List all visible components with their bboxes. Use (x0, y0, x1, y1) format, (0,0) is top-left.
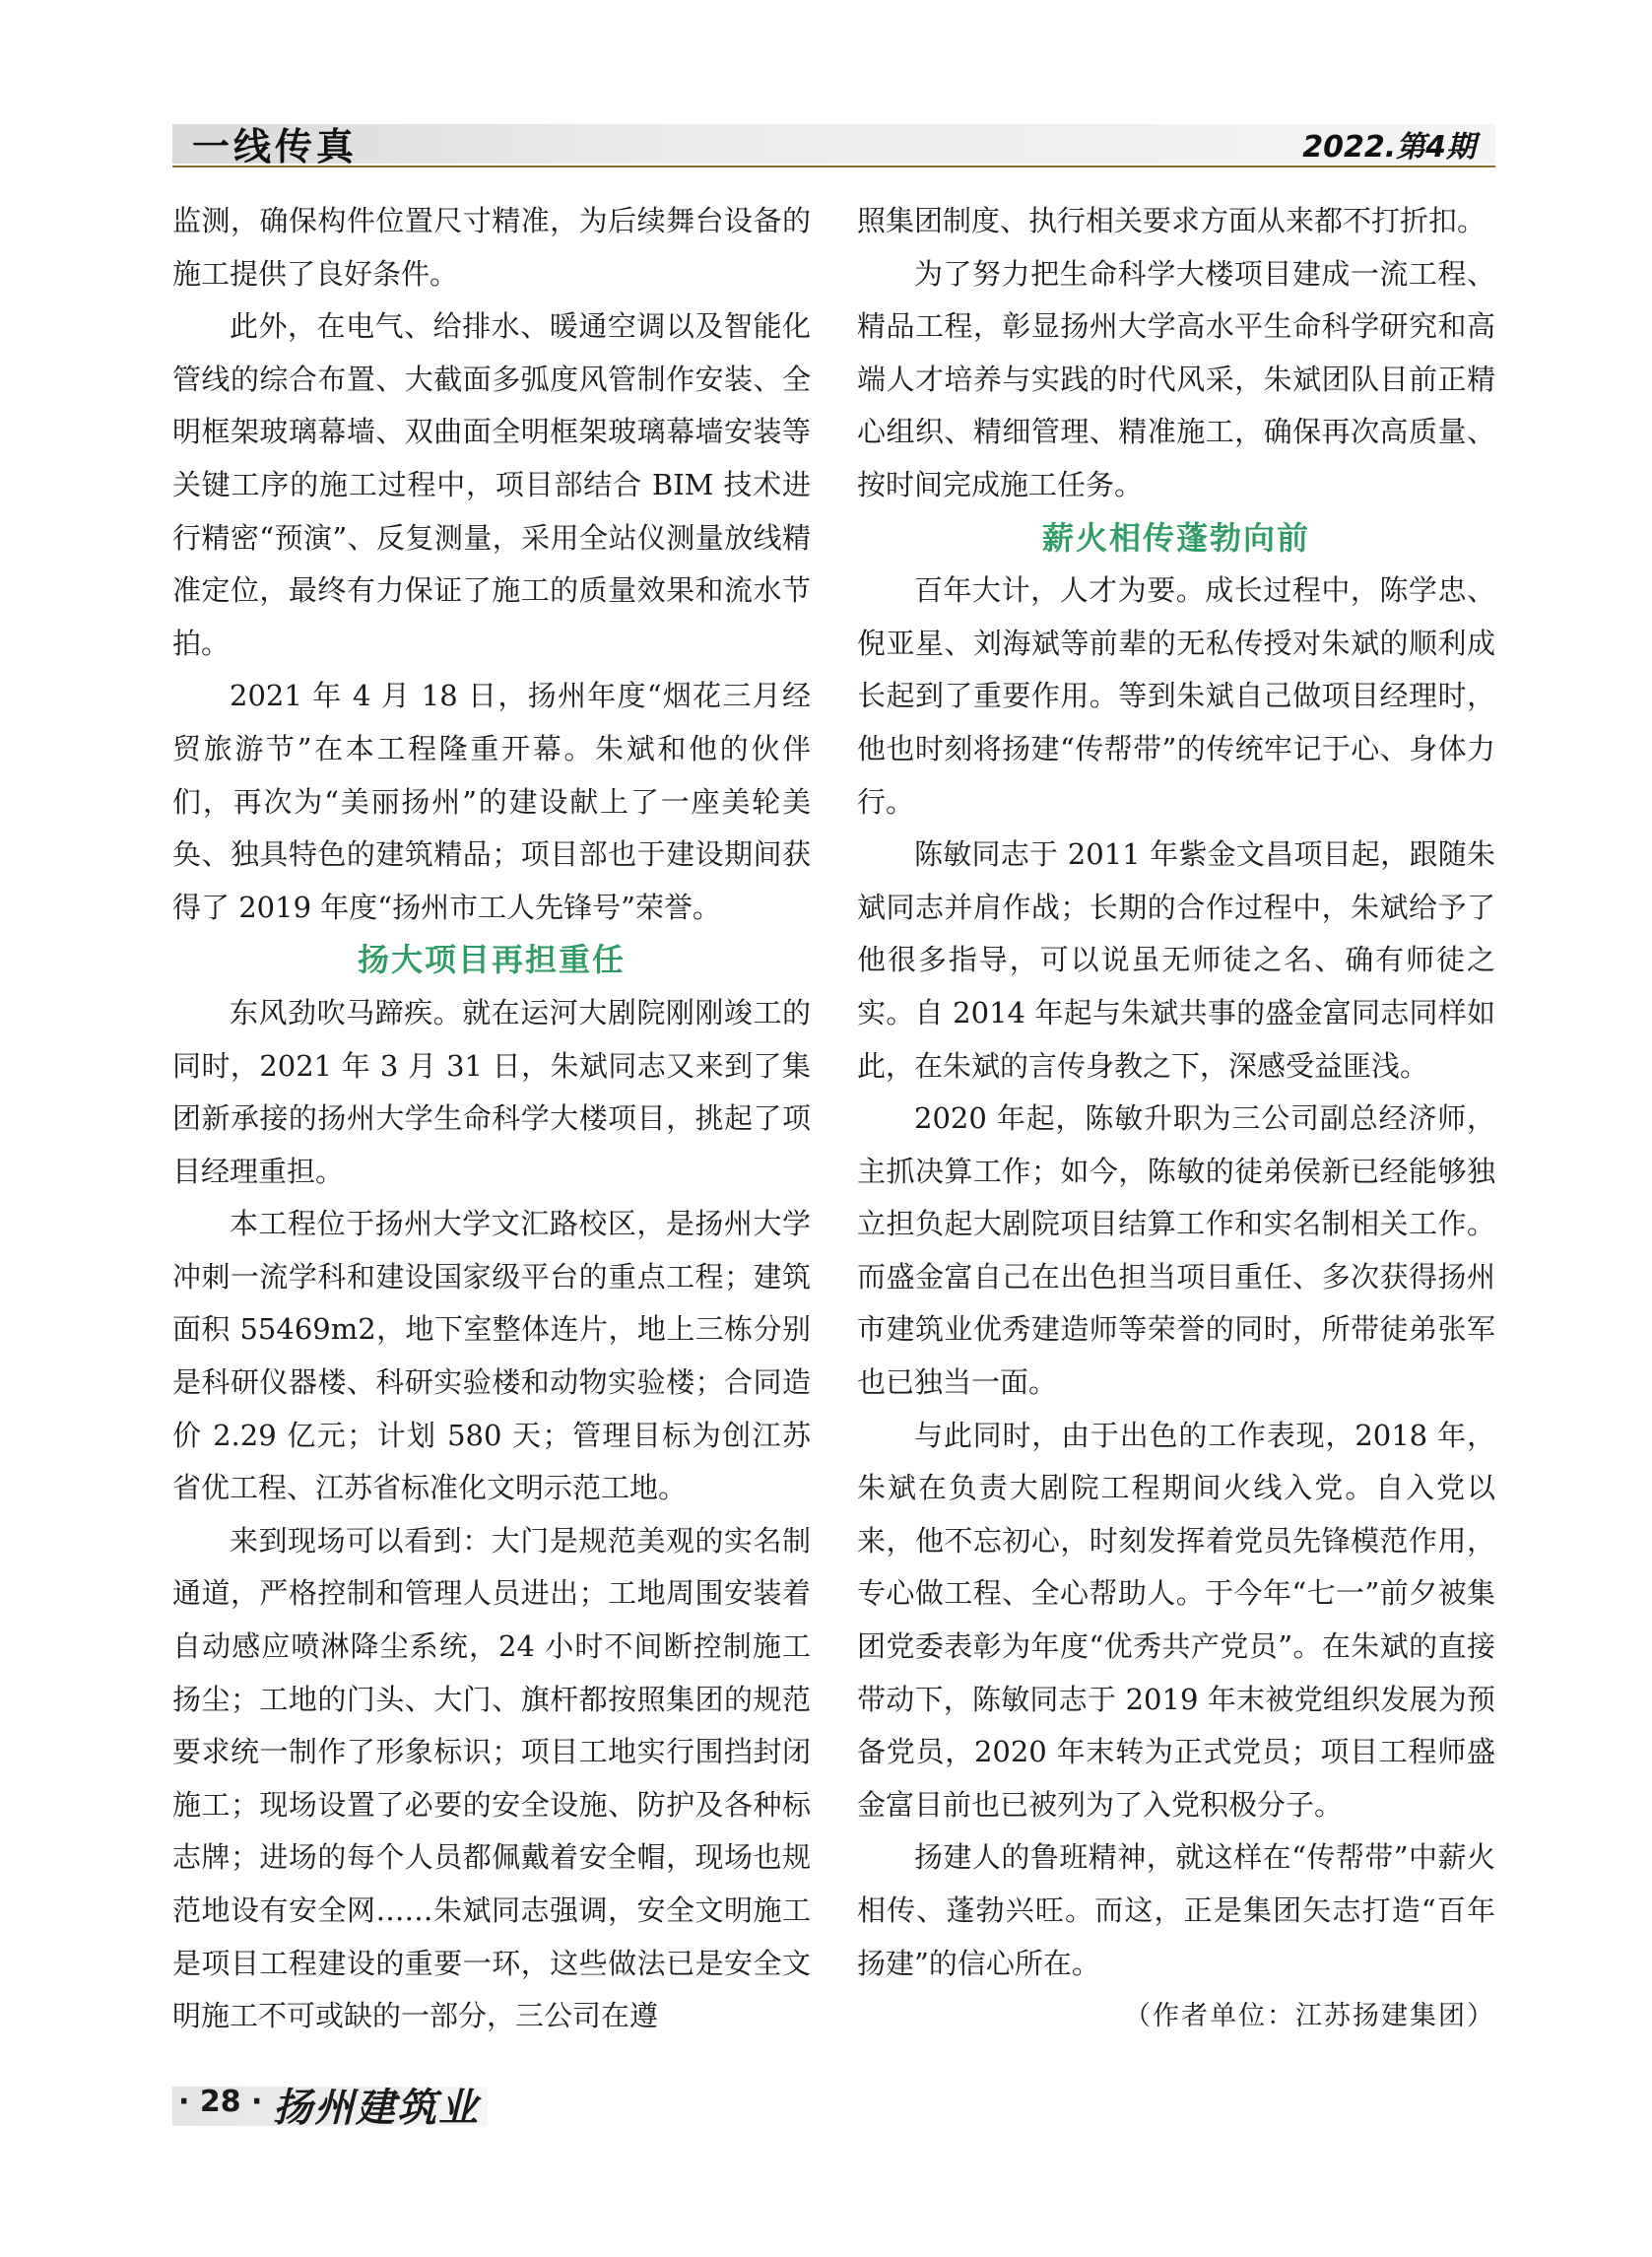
paragraph: 扬建人的鲁班精神，就这样在“传帮带”中薪火相传、蓬勃兴旺。而这，正是集团矢志打造“百年扬建”的信心所在。 (857, 1840, 1495, 1980)
paragraph: 监测，确保构件位置尺寸精准，为后续舞台设备的施工提供了良好条件。 (172, 204, 811, 291)
magazine-logo: 扬州建筑业 (273, 2085, 480, 2131)
page-number: · 28 · (178, 2085, 263, 2119)
right-column (857, 195, 1495, 2043)
issue-number: 2022.第4期 (1302, 130, 1476, 165)
header-rule (172, 166, 1495, 167)
paragraph: 本工程位于扬州大学文汇路校区，是扬州大学冲刺一流学科和建设国家级平台的重点工程；建筑面积 55469m2，地下室整体连片，地上三栋分别是科研仪器楼、科研实验楼和动物实验楼；合同造价 2.29 亿元；计划 580 天；管理目标为创江苏省优工程、江苏省标准化文明示范工地。 (172, 1207, 811, 1505)
paragraph: 为了努力把生命科学大楼项目建成一流工程、精品工程，彰显扬州大学高水平生命科学研究和高端人才培养与实践的时代风采，朱斌团队目前正精心组织、精细管理、精准施工，确保再次高质量、按时间完成施工任务。 (857, 256, 1495, 501)
section-title: 一线传真 (192, 125, 359, 168)
page-footer (172, 2077, 488, 2131)
paragraph: 2021 年 4 月 18 日，扬州年度“烟花三月经贸旅游节”在本工程隆重开幕。朱斌和他的伙伴们，再次为“美丽扬州”的建设献上了一座美轮美奂、独具特色的建筑精品；项目部也于建设期间获得了 2019 年度“扬州市工人先锋号”荣誉。 (172, 679, 811, 924)
paragraph: 照集团制度、执行相关要求方面从来都不打折扣。 (857, 204, 1487, 237)
paragraph: 与此同时，由于出色的工作表现，2018 年，朱斌在负责大剧院工程期间火线入党。自入党以来，他不忘初心，时刻发挥着党员先锋模范作用，专心做工程、全心帮助人。于今年“七一”前夕被集团党委表彰为年度“优秀共产党员”。在朱斌的直接带动下，陈敏同志于 2019 年末被党组织发展为预备党员，2020 年末转为正式党员；项目工程师盛金富目前也已被列为了入党积极分子。 (857, 1418, 1495, 1822)
paragraph: 陈敏同志于 2011 年紫金文昌项目起，跟随朱斌同志并肩作战；长期的合作过程中，朱斌给予了他很多指导，可以说虽无师徒之名、确有师徒之实。自 2014 年起与朱斌共事的盛金富同志同样如此，在朱斌的言传身教之下，深感受益匪浅。 (857, 837, 1495, 1083)
paragraph: 此外，在电气、给排水、暖通空调以及智能化管线的综合布置、大截面多弧度风管制作安装、全明框架玻璃幕墙、双曲面全明框架玻璃幕墙安装等关键工序的施工过程中，项目部结合 BIM 技术进行精密“预演”、反复测量，采用全站仪测量放线精准定位，最终有力保证了施工的质量效果和流水节拍。 (172, 309, 811, 660)
paragraph: 东风劲吹马蹄疾。就在运河大剧院刚刚竣工的同时，2021 年 3 月 31 日，朱斌同志又来到了集团新承接的扬州大学生命科学大楼项目，挑起了项目经理重担。 (172, 995, 811, 1188)
author-byline: （作者单位：江苏扬建集团） (1124, 2001, 1495, 2032)
section-heading: 薪火相传蓬勃向前 (1041, 518, 1310, 557)
page-header (172, 116, 1495, 167)
section-heading: 扬大项目再担重任 (357, 941, 626, 979)
left-column (172, 195, 811, 2043)
paragraph: 百年大计，人才为要。成长过程中，陈学忠、倪亚星、刘海斌等前辈的无私传授对朱斌的顺利成长起到了重要作用。等到朱斌自己做项目经理时，他也时刻将扬建“传帮带”的传统牢记于心、身体力行。 (857, 573, 1495, 819)
header-bar (172, 124, 1495, 164)
paragraph: 来到现场可以看到：大门是规范美观的实名制通道，严格控制和管理人员进出；工地周围安装着自动感应喷淋降尘系统，24 小时不间断控制施工扬尘；工地的门头、大门、旗杆都按照集团的规范要求统一制作了形象标识；项目工地实行围挡封闭施工；现场设置了必要的安全设施、防护及各种标志牌；进场的每个人员都佩戴着安全帽，现场也规范地设有安全网……朱斌同志强调，安全文明施工是项目工程建设的重要一环，这些做法已是安全文明施工不可或缺的一部分，三公司在遵 (172, 1523, 811, 2033)
paragraph: 2020 年起，陈敏升职为三公司副总经济师，主抓决算工作；如今，陈敏的徒弟侯新已经能够独立担负起大剧院项目结算工作和实名制相关工作。而盛金富自己在出色担当项目重任、多次获得扬州市建筑业优秀建造师等荣誉的同时，所带徒弟张军也已独当一面。 (857, 1101, 1495, 1400)
